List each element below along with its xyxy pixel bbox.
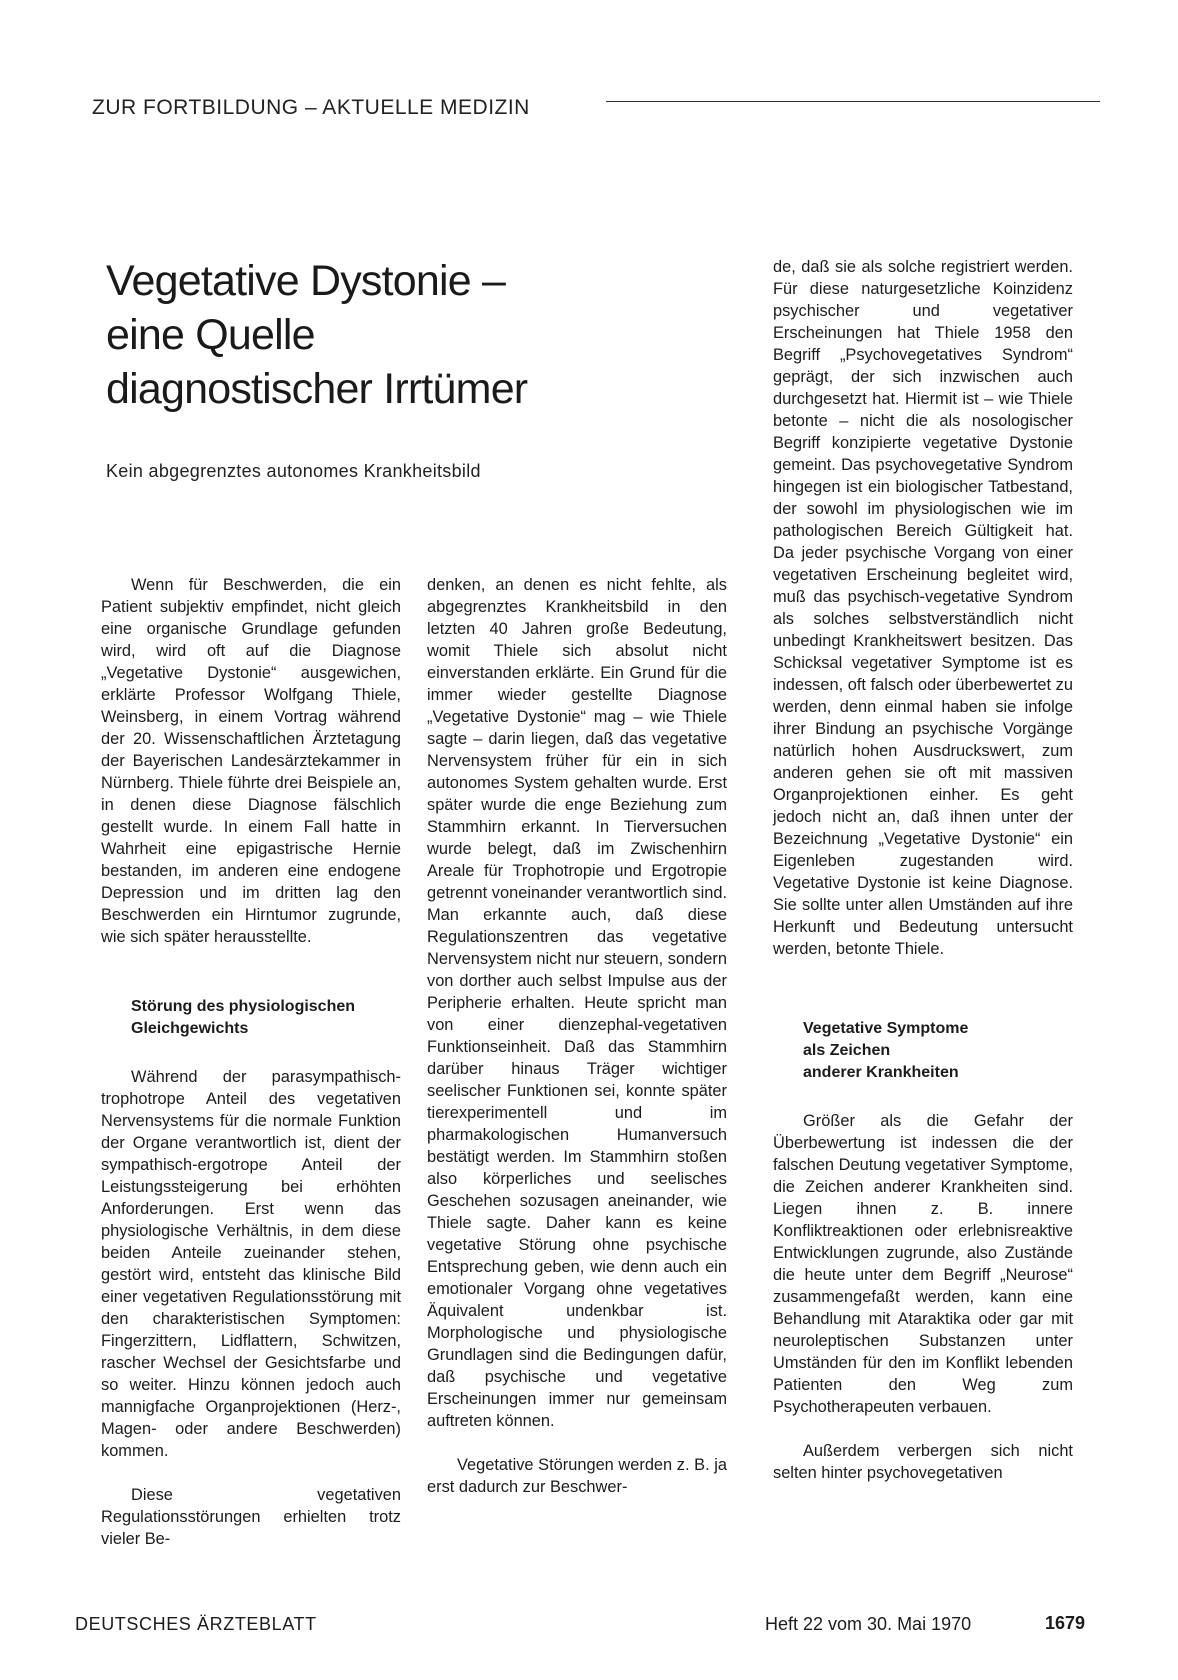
journal-name: DEUTSCHES ÄRZTEBLATT — [75, 1614, 317, 1634]
paragraph: de, daß sie als solche registriert werden. Für diese naturgesetzliche Koinzidenz psychischer und vegetativer Erscheinungen hat Thiele 1958 den Begriff „Psychovegetatives Syndrom“ geprägt, der sich inzwischen auch durchgesetzt hat. Hiermit ist – wie Thiele betonte – nicht die als nosologischer Begriff konzipierte vegetative Dystonie gemeint. Das psychovegetative Syndrom hingegen ist ein biologischer Tatbestand, der sowohl im physiologischen wie im pathologischen Bereich Gültigkeit hat. Da jeder psychische Vorgang von einer vegetativen Erscheinung begleitet wird, muß das psychisch-vegetative Syndrom als solches selbstverständlich nicht unbedingt Krankheitswert besitzen. Das Schicksal vegetativer Symptome ist es indessen, oft falsch oder überbewertet zu werden, denn einmal haben sie infolge ihrer Bindung an psychische Vorgänge natürlich hohen Ausdruckswert, zum anderen gehen sie oft mit massiven Organprojektionen einher. Es geht jedoch nicht an, daß ihnen unter der Bezeichnung „Vegetative Dystonie“ ein Eigenleben zugestanden wird. Vegetative Dystonie ist keine Diagnose. Sie sollte unter allen Umständen auf ihre Herkunft und Bedeutung untersucht werden, betonte Thiele. — [773, 258, 1073, 958]
paragraph: denken, an denen es nicht fehlte, als abgegrenztes Krankheitsbild in den letzten 40 Jahren große Bedeutung, womit Thiele sich absolut nicht einverstanden erklärte. Ein Grund für die immer wieder gestellte Diagnose „Vegetative Dystonie“ mag – wie Thiele sagte – darin liegen, daß das vegetative Nervensystem früher für ein in sich autonomes System gehalten wurde. Erst später wurde die enge Beziehung zum Stammhirn erkannt. In Tierversuchen wurde belegt, daß im Zwischenhirn Areale für Trophotropie und Ergotropie getrennt voneinander verantwortlich sind. Man erkannte auch, daß diese Regulationszentren das vegetative Nervensystem nicht nur steuern, sondern von dorther auch selbst Impulse aus der Peripherie erhalten. Heute spricht man von einer dienzephal-vegetativen Funktionseinheit. Daß das Stammhirn darüber hinaus Träger wichtiger seelischer Funktionen sei, konnte später tierexperimentell und im pharmakologischen Humanversuch bestätigt werden. Im Stammhirn stoßen also körperliches und seelisches Geschehen sozusagen aneinander, wie Thiele sagte. Daher kann es keine vegetative Störung ohne psychische Entsprechung geben, wie denn auch ein emotionaler Vorgang ohne vegetatives Äquivalent undenkbar ist. Morphologische und physiologische Grundlagen sind die Bedingungen dafür, daß psychische und vegetative Erscheinungen immer nur gemeinsam auftreten können. — [427, 576, 727, 1430]
section-heading — [101, 996, 401, 1040]
heading-line: Vegetative Symptome — [803, 1020, 969, 1037]
paragraph: Vegetative Störungen werden z. B. ja erst dadurch zur Beschwer- — [427, 1456, 727, 1496]
text-column-1 — [101, 574, 401, 1550]
title-line: diagnostischer Irrtümer — [106, 365, 528, 413]
text-column-3 — [773, 256, 1073, 1484]
title-line: Vegetative Dystonie – — [106, 257, 506, 305]
paragraph: Wenn für Beschwerden, die ein Patient subjektiv empfindet, nicht gleich eine organische Grundlage gefunden wird, wird oft auf die Diagnose „Vegetative Dystonie“ ausgewichen, erklärte Professor Wolfgang Thiele, Weinsberg, in einem Vortrag während der 20. Wissenschaftlichen Ärztetagung der Bayerischen Landesärztekammer in Nürnberg. Thiele führte drei Beispiele an, in denen diese Diagnose fälschlich gestellt wurde. In einem Fall hatte in Wahrheit eine epigastrische Hernie bestanden, im anderen eine endogene Depression und im dritten lag den Beschwerden ein Hirntumor zugrunde, wie sich später herausstellte. — [101, 576, 401, 946]
title-line: eine Quelle — [106, 311, 315, 359]
heading-line: als Zeichen — [803, 1042, 891, 1059]
article-title — [106, 254, 666, 416]
heading-line: Störung des physiologischen — [131, 998, 356, 1015]
article-subtitle: Kein abgegrenztes autonomes Krankheitsbild — [106, 461, 481, 481]
section-label: ZUR FORTBILDUNG – AKTUELLE MEDIZIN — [92, 96, 530, 119]
paragraph: Diese vegetativen Regulationsstörungen erhielten trotz vieler Be- — [101, 1486, 401, 1548]
paragraph: Während der parasympathisch-trophotrope Anteil des vegetativen Nervensystems für die normale Funktion der Organe verantwortlich ist, dient der sympathisch-ergotrope Anteil der Leistungssteigerung bei erhöhten Anforderungen. Erst wenn das physiologische Verhältnis, in dem diese beiden Anteile zueinander stehen, gestört wird, entsteht das klinische Bild einer vegetativen Regulationsstörung mit den charakteristischen Symptomen: Fingerzittern, Lidflattern, Schwitzen, rascher Wechsel der Gesichtsfarbe und so weiter. Hinzu können jedoch auch mannigfache Organprojektionen (Herz-, Magen- oder andere Beschwerden) kommen. — [101, 1068, 401, 1460]
heading-line: Gleichgewichts — [131, 1020, 249, 1037]
paragraph: Größer als die Gefahr der Überbewertung ist indessen die der falschen Deutung vegetativer Symptome, die Zeichen anderer Krankheiten sind. Liegen ihnen z. B. innere Konfliktreaktionen oder erlebnisreaktive Entwicklungen zugrunde, also Zustände die heute unter dem Begriff „Neurose“ zusammengefaßt werden, kann eine Behandlung mit Ataraktika oder gar mit neuroleptischen Substanzen unter Umständen für den im Konflikt lebenden Patienten den Weg zum Psychotherapeuten verbauen. — [773, 1112, 1073, 1416]
header-rule — [606, 101, 1100, 102]
page-number: 1679 — [1045, 1613, 1086, 1633]
issue-info: Heft 22 vom 30. Mai 1970 — [765, 1614, 972, 1634]
heading-line: anderer Krankheiten — [803, 1064, 959, 1081]
section-heading — [773, 1018, 1073, 1084]
text-column-2 — [427, 574, 727, 1498]
paragraph: Außerdem verbergen sich nicht selten hinter psychovegetativen — [773, 1442, 1073, 1482]
